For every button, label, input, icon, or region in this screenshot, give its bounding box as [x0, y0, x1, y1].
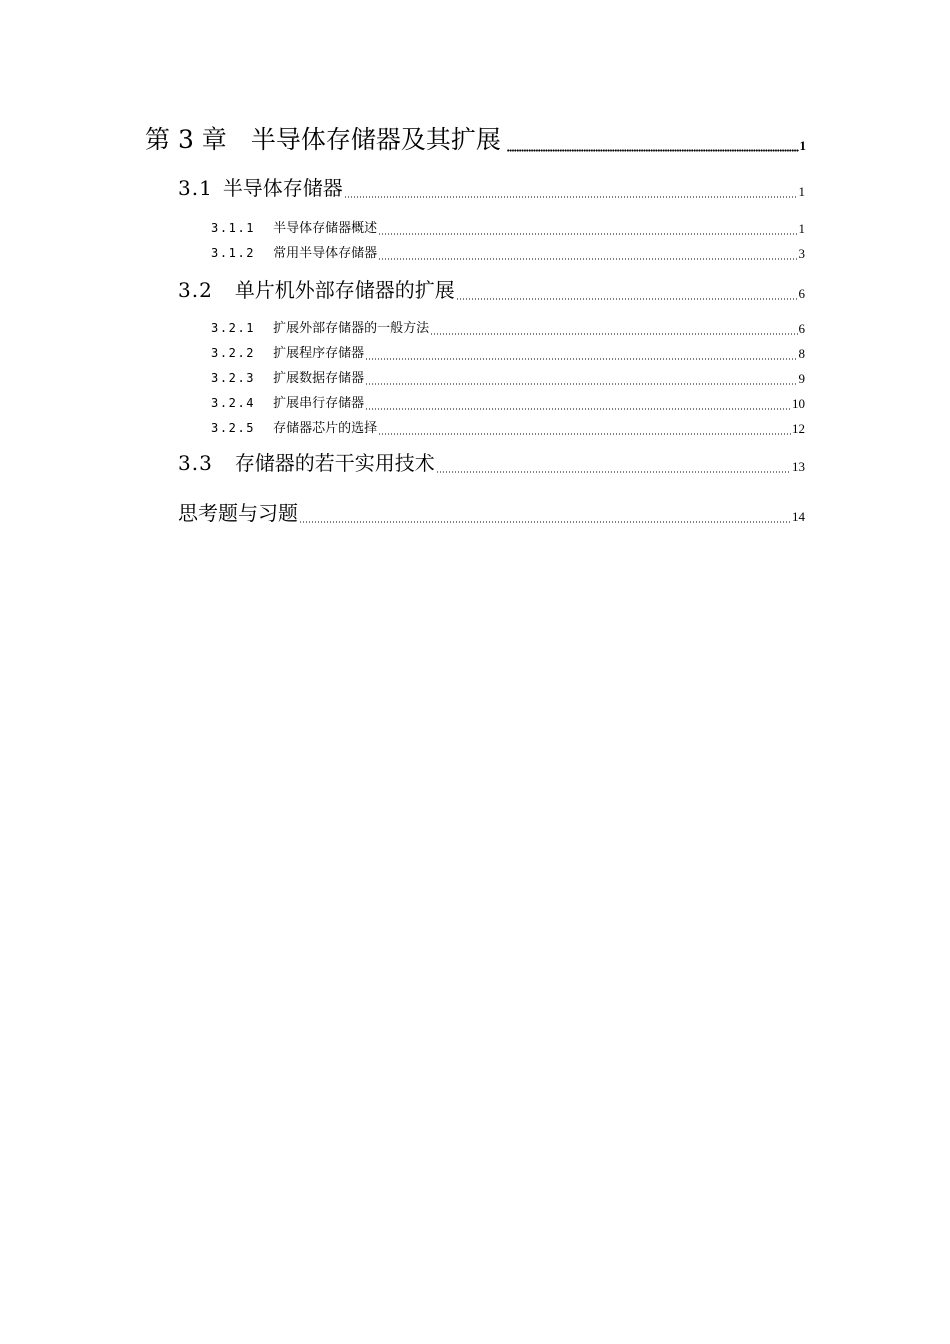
toc-entry-title — [178, 178, 343, 198]
toc-entry-number: 3.1 — [178, 176, 213, 200]
toc-entry-title — [178, 503, 298, 523]
toc-entry-title — [211, 222, 377, 235]
toc-entry-3-2-3[interactable] — [211, 369, 805, 385]
toc-entry-text: 扩展程序存储器 — [273, 346, 365, 361]
toc-page-number: 10 — [792, 396, 805, 411]
toc-dot-leader — [507, 149, 799, 152]
toc-entry-exercises[interactable] — [178, 498, 805, 523]
toc-page-number: 14 — [792, 509, 805, 524]
toc-page-number: 1 — [798, 184, 805, 199]
toc-dot-leader — [378, 258, 797, 260]
toc-dot-leader — [430, 333, 797, 335]
toc-dot-leader — [365, 358, 797, 360]
toc-entry-chapter-3[interactable] — [145, 120, 806, 152]
toc-entry-number: 3.3 — [178, 451, 213, 475]
toc-entry-title — [211, 347, 364, 360]
toc-entry-number: 3.2 — [178, 278, 213, 302]
toc-entry-title — [211, 372, 364, 385]
toc-entry-text: 存储器的若干实用技术 — [234, 451, 435, 475]
toc-entry-3-3[interactable] — [178, 448, 805, 473]
toc-entry-3-2[interactable] — [178, 274, 805, 300]
toc-entry-text: 半导体存储器概述 — [273, 221, 378, 236]
toc-entry-text: 扩展数据存储器 — [273, 371, 365, 386]
toc-entry-number: 3.2.4 — [211, 396, 256, 410]
toc-entry-3-2-5[interactable] — [211, 419, 805, 435]
toc-entry-3-1-2[interactable] — [211, 244, 805, 260]
toc-entry-number: 3.1.2 — [211, 246, 256, 260]
toc-entry-text: 思考题与习题 — [178, 501, 298, 525]
toc-entry-number: 3.1.1 — [211, 221, 256, 235]
toc-entry-number: 3.2.2 — [211, 346, 256, 360]
toc-entry-text: 扩展外部存储器的一般方法 — [273, 321, 430, 336]
toc-entry-number: 3.2.3 — [211, 371, 256, 385]
toc-dot-leader — [344, 196, 798, 198]
toc-entry-3-2-2[interactable] — [211, 344, 805, 360]
toc-page-number: 12 — [792, 421, 805, 436]
toc-dot-leader — [436, 471, 791, 473]
toc-page-number: 9 — [798, 371, 805, 386]
toc-dot-leader — [378, 433, 791, 435]
toc-page-number: 3 — [798, 246, 805, 261]
toc-entry-text: 扩展串行存储器 — [273, 396, 365, 411]
toc-page-number: 1 — [798, 221, 805, 236]
toc-entry-text: 常用半导体存储器 — [273, 246, 378, 261]
toc-dot-leader — [365, 383, 797, 385]
toc-entry-3-2-4[interactable] — [211, 394, 805, 410]
toc-entry-text: 存储器芯片的选择 — [273, 421, 378, 436]
toc-entry-number: 3.2.5 — [211, 421, 256, 435]
toc-entry-title — [211, 422, 377, 435]
toc-entry-title — [211, 322, 429, 335]
toc-page-number: 13 — [792, 459, 805, 474]
toc-dot-leader — [378, 233, 797, 235]
toc-dot-leader — [365, 408, 791, 410]
toc-entry-title — [178, 280, 455, 300]
toc-entry-title — [211, 247, 377, 260]
toc-entry-number: 第 3 章 — [145, 125, 227, 154]
toc-page-number: 1 — [799, 138, 806, 153]
toc-entry-text: 半导体存储器 — [222, 176, 343, 200]
toc-entry-title — [178, 453, 435, 473]
toc-entry-text: 半导体存储器及其扩展 — [250, 125, 501, 154]
toc-page-number: 6 — [798, 286, 805, 301]
toc-entry-3-1-1[interactable] — [211, 219, 805, 235]
toc-entry-title — [211, 397, 364, 410]
toc-page-number: 8 — [798, 346, 805, 361]
toc-entry-number: 3.2.1 — [211, 321, 256, 335]
toc-dot-leader — [299, 521, 791, 523]
toc-entry-3-1[interactable] — [178, 174, 805, 198]
toc-entry-3-2-1[interactable] — [211, 319, 805, 335]
toc-page-number: 6 — [798, 321, 805, 336]
toc-entry-text: 单片机外部存储器的扩展 — [234, 278, 455, 302]
toc-dot-leader — [456, 298, 798, 300]
toc-entry-title — [145, 127, 501, 152]
